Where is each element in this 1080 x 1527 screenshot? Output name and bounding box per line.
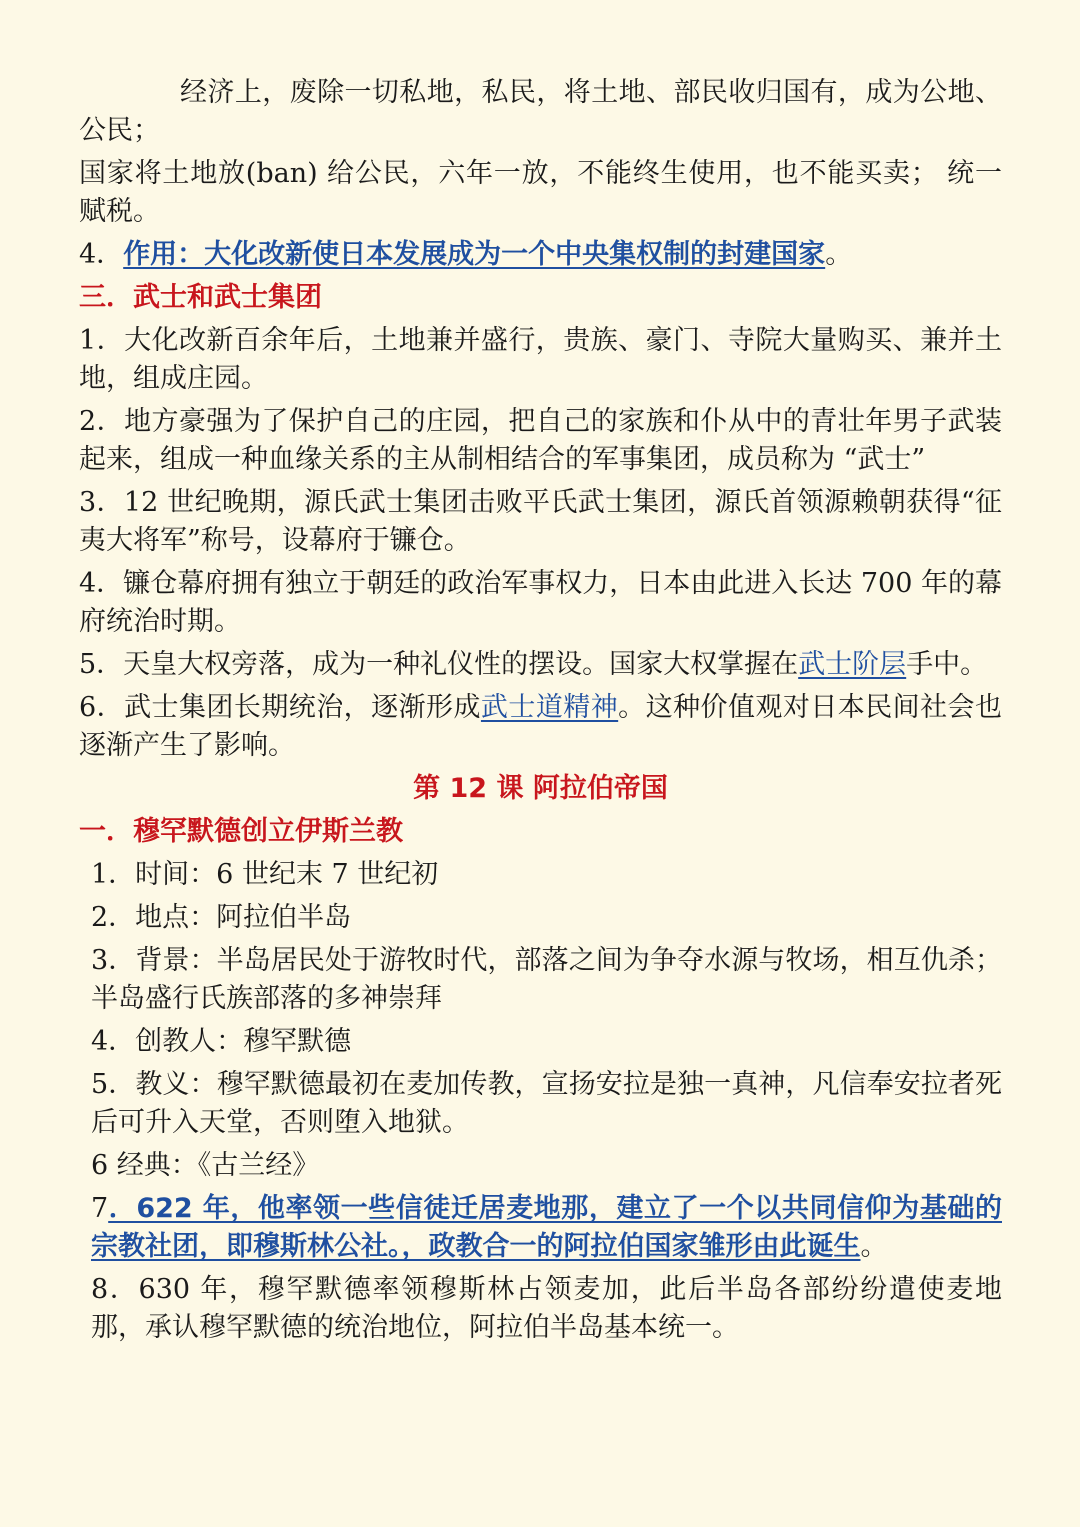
islam-item-1: 1．时间：6 世纪末 7 世纪初: [91, 859, 439, 890]
item7-end: 。: [860, 1231, 888, 1262]
item7-number: 7: [91, 1193, 109, 1224]
samurai-item-1: 1．大化改新百余年后，土地兼并盛行，贵族、豪门、寺院大量购买、兼并土地，组成庄园。: [79, 325, 1002, 394]
lesson-title: 第 12 课 阿拉伯帝国: [413, 773, 668, 804]
islam-section-heading: 一．穆罕默德创立伊斯兰教: [79, 816, 403, 847]
samurai-item-3: 3．12 世纪晚期，源氏武士集团击败平氏武士集团，源氏首领源赖朝获得“征夷大将军”称号，设幕府于镰仓。: [79, 487, 1002, 556]
islam-item-8: 8．630 年，穆罕默德率领穆斯林占领麦加，此后半岛各部纷纷遣使麦地那，承认穆罕默德的统治地位，阿拉伯半岛基本统一。: [91, 1274, 1002, 1343]
samurai-section-heading: 三．武士和武士集团: [79, 282, 322, 313]
item5-text: 5．天皇大权旁落，成为一种礼仪性的摆设。国家大权掌握在: [79, 649, 799, 680]
effect-end: 。: [825, 239, 853, 270]
islam-item-7: [79, 1190, 1002, 1266]
samurai-item-6: [79, 689, 1002, 765]
samurai-item-5: [79, 646, 1002, 684]
samurai-item-4: 4．镰仓幕府拥有独立于朝廷的政治军事权力，日本由此进入长达 700 年的幕府统治时期。: [79, 568, 1002, 637]
samurai-item-2: 2．地方豪强为了保护自己的庄园，把自己的家族和仆从中的青壮年男子武装起来，组成一种血缘关系的主从制相结合的军事集团，成员称为 “武士”: [79, 406, 1002, 475]
item6-text: 6．武士集团长期统治，逐渐形成: [79, 692, 481, 723]
reform-effect-paragraph: [79, 236, 1002, 274]
medina-highlight: ．622 年，他率领一些信徒迁居麦地那，建立了一个以共同信仰为基础的宗教社团，即穆斯林公社。，政教合一的阿拉伯国家雏形由此诞生: [91, 1193, 1002, 1262]
item5-end: 手中。: [906, 649, 988, 680]
samurai-class-highlight: 武士阶层: [798, 649, 907, 680]
islam-item-3: 3．背景：半岛居民处于游牧时代，部落之间为争夺水源与牧场，相互仇杀；半岛盛行氏族部落的多神崇拜: [91, 945, 1002, 1014]
land-allocation-paragraph: 国家将土地放(ban) 给公民，六年一放，不能终生使用，也不能买卖； 统一赋税。: [79, 158, 1002, 227]
bushido-highlight: 武士道精神: [480, 692, 619, 723]
item6-end: 。这种价值观对日本民间社会也逐渐产生了影响。: [79, 692, 1003, 761]
islam-item-2: 2．地点：阿拉伯半岛: [91, 902, 352, 933]
economy-paragraph: 经济上，废除一切私地，私民，将土地、部民收归国有，成为公地、公民；: [79, 77, 1002, 146]
effect-highlight: 作用：大化改新使日本发展成为一个中央集权制的封建国家: [123, 239, 826, 270]
islam-item-6: 6 经典：《古兰经》: [91, 1150, 320, 1181]
effect-number: 4．: [79, 239, 124, 270]
islam-item-4: 4．创教人：穆罕默德: [91, 1026, 352, 1057]
islam-item-5: 5．教义：穆罕默德最初在麦加传教，宣扬安拉是独一真神，凡信奉安拉者死后可升入天堂，否则堕入地狱。: [91, 1069, 1002, 1138]
